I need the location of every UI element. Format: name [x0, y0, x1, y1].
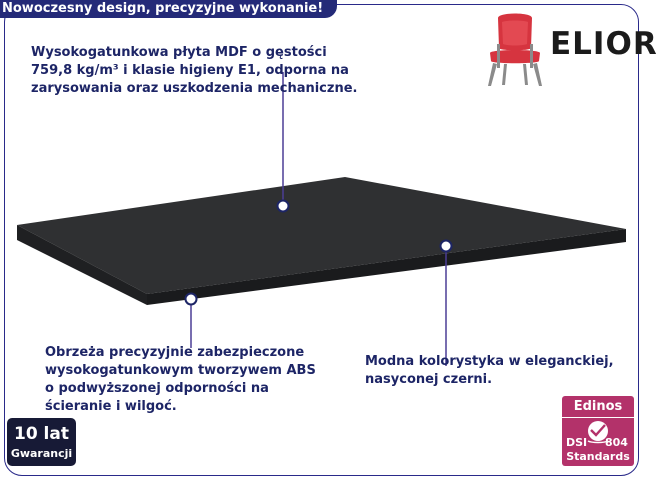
standard-label: Standards	[566, 450, 630, 463]
standard-left-code: DSI	[566, 436, 588, 449]
headline-banner: Nowoczesny design, precyzyjne wykonanie!	[0, 0, 337, 18]
callout-color-line-1: Modna kolorystyka w eleganckiej,	[365, 354, 614, 369]
standard-right-code: 804	[605, 436, 628, 449]
warranty-years: 10 lat	[13, 424, 69, 444]
callout-edges	[45, 344, 345, 416]
warranty-badge	[7, 418, 76, 466]
callout-dot-color	[441, 241, 452, 252]
callout-color	[365, 353, 635, 389]
edinos-standard-badge	[562, 396, 634, 466]
standard-brand: Edinos	[573, 399, 623, 414]
callout-edges-line-2: wysokogatunkowym tworzywem ABS	[45, 363, 316, 378]
callout-material-line-3: zarysowania oraz uszkodzenia mechaniczne.	[31, 81, 358, 96]
callout-material	[31, 44, 396, 98]
standard-divider	[562, 417, 634, 418]
callout-dot-edges	[186, 294, 197, 305]
callout-dot-material	[278, 201, 289, 212]
callout-color-line-2: nasyconej czerni.	[365, 372, 493, 387]
callout-edges-line-1: Obrzeża precyzyjnie zabezpieczone	[45, 345, 305, 360]
callout-material-line-2: 759,8 kg/m³ i klasie higieny E1, odporna na	[31, 63, 349, 78]
callout-material-line-1: Wysokogatunkowa płyta MDF o gęstości	[31, 45, 327, 60]
brand-name: ELIOR	[550, 26, 658, 62]
warranty-label: Gwarancji	[10, 447, 73, 460]
callout-edges-line-4: ścieranie i wilgoć.	[45, 399, 177, 414]
callout-edges-line-3: o podwyższonej odporności na	[45, 381, 269, 396]
